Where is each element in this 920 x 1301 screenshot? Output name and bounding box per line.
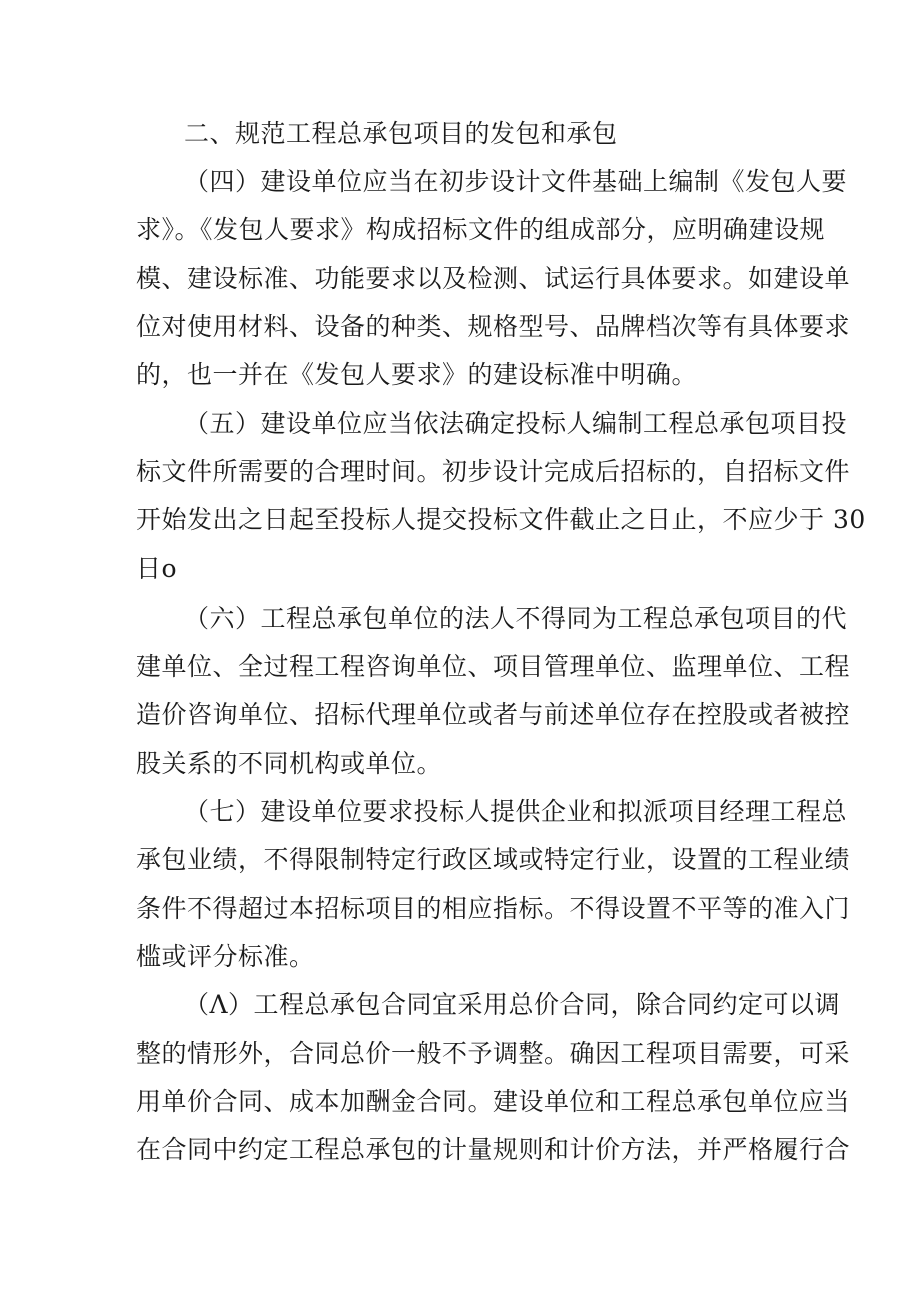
paragraph-line: （七）建设单位要求投标人提供企业和拟派项目经理工程总 [184,797,848,826]
paragraph-line: 整的情形外，合同总价一般不予调整。确因工程项目需要，可采 [136,1039,851,1068]
paragraph-line: 模、建设标准、功能要求以及检测、试运行具体要求。如建设单 [136,264,851,293]
paragraph-line: 在合同中约定工程总承包的计量规则和计价方法，并严格履行合 [136,1135,851,1164]
paragraph-line: （Λ）工程总承包合同宜采用总价合同，除合同约定可以调 [184,990,841,1019]
paragraph-line: 条件不得超过本招标项目的相应指标。不得设置不平等的准入门 [136,894,851,923]
paragraph-line: 的，也一并在《发包人要求》的建设标准中明确。 [136,360,698,389]
paragraph-line: （四）建设单位应当在初步设计文件基础上编制《发包人要 [184,167,848,196]
paragraph-line: 标文件所需要的合理时间。初步设计完成后招标的，自招标文件 [136,457,851,486]
section-heading: 二、规范工程总承包项目的发包和承包 [184,119,618,148]
paragraph-line: 开始发出之日起至投标人提交投标文件截止之日止，不应少于 30 [136,505,866,534]
paragraph-line: 日o [136,554,178,583]
paragraph-line: 造价咨询单位、招标代理单位或者与前述单位存在控股或者被控 [136,700,851,729]
paragraph-line: 股关系的不同机构或单位。 [136,749,443,778]
paragraph-line: 承包业绩，不得限制特定行政区域或特定行业，设置的工程业绩 [136,845,851,874]
paragraph-line: （五）建设单位应当依法确定投标人编制工程总承包项目投 [184,409,848,438]
paragraph-line: （六）工程总承包单位的法人不得同为工程总承包项目的代 [184,604,848,633]
paragraph-line: 槛或评分标准。 [136,942,315,971]
paragraph-line: 求》。《发包人要求》构成招标文件的组成部分，应明确建设规 [136,215,826,244]
paragraph-line: 建单位、全过程工程咨询单位、项目管理单位、监理单位、工程 [136,652,851,681]
paragraph-line: 用单价合同、成本加酬金合同。建设单位和工程总承包单位应当 [136,1087,851,1116]
paragraph-line: 位对使用材料、设备的种类、规格型号、品牌档次等有具体要求 [136,312,851,341]
